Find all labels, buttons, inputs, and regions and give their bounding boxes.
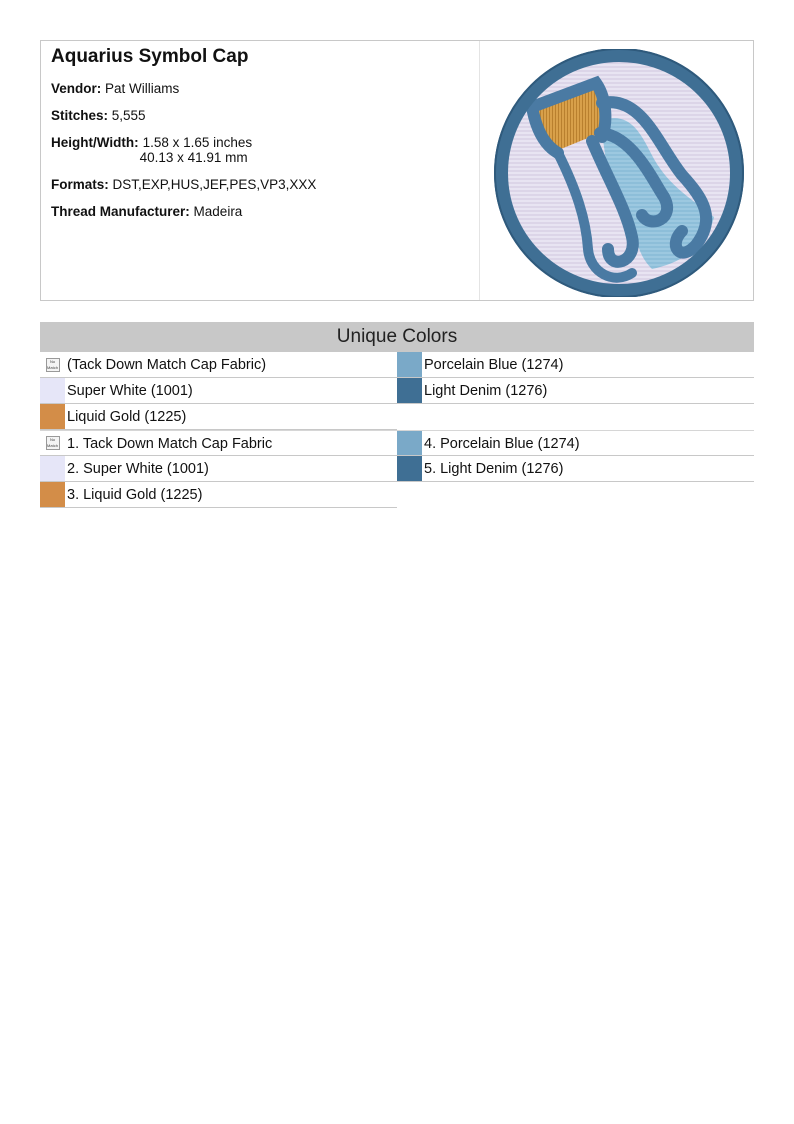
vendor-value: Pat Williams — [105, 81, 180, 96]
color-row — [40, 378, 754, 404]
color-cell — [397, 378, 754, 404]
divider — [479, 41, 480, 300]
sequence-cell — [397, 456, 754, 482]
color-label: (Tack Down Match Cap Fabric) — [67, 357, 267, 373]
color-row — [40, 352, 754, 378]
color-label: Liquid Gold (1225) — [67, 409, 187, 425]
sequence-row — [40, 482, 754, 508]
size-inches: 1.58 x 1.65 inches — [142, 135, 253, 150]
empty-cell — [397, 404, 754, 430]
sequence-cell — [397, 430, 754, 456]
thread-line — [51, 204, 471, 219]
design-info — [51, 45, 471, 231]
color-label: Light Denim (1276) — [424, 383, 548, 399]
vendor-line — [51, 81, 471, 96]
color-swatch — [397, 456, 422, 481]
sequence-label: 5. Light Denim (1276) — [424, 461, 564, 477]
color-cell — [397, 352, 754, 378]
color-swatch — [397, 352, 422, 377]
stitches-line — [51, 108, 471, 123]
unique-colors-section — [40, 322, 754, 508]
sequence-row — [40, 430, 754, 456]
color-cell — [40, 378, 397, 404]
color-swatch — [397, 378, 422, 403]
formats-value: DST,EXP,HUS,JEF,PES,VP3,XXX — [112, 177, 317, 192]
color-cell — [40, 352, 397, 378]
no-match-swatch — [40, 431, 65, 455]
formats-line — [51, 177, 471, 192]
color-swatch — [40, 404, 65, 429]
thread-value: Madeira — [193, 204, 243, 219]
sequence-label: 1. Tack Down Match Cap Fabric — [67, 436, 273, 452]
sequence-cell — [40, 430, 397, 456]
sequence-cell — [40, 482, 397, 508]
sequence-label: 2. Super White (1001) — [67, 461, 209, 477]
thread-label: Thread Manufacturer: — [51, 204, 190, 219]
size-mm: 40.13 x 41.91 mm — [139, 150, 248, 165]
color-swatch — [40, 456, 65, 481]
color-swatch — [40, 378, 65, 403]
stitches-label: Stitches: — [51, 108, 109, 123]
no-match-icon: No Match — [47, 437, 58, 448]
sequence-label: 4. Porcelain Blue (1274) — [424, 436, 580, 452]
color-swatch — [40, 482, 65, 507]
size-label: Height/Width: — [51, 135, 139, 150]
size-line — [51, 135, 471, 165]
sequence-cell — [40, 456, 397, 482]
empty-cell — [397, 482, 754, 508]
color-row — [40, 404, 754, 430]
vendor-label: Vendor: — [51, 81, 102, 96]
formats-label: Formats: — [51, 177, 109, 192]
color-cell — [40, 404, 397, 430]
sequence-label: 3. Liquid Gold (1225) — [67, 487, 203, 503]
color-label: Porcelain Blue (1274) — [424, 357, 564, 373]
design-title: Aquarius Symbol Cap — [51, 46, 249, 67]
sequence-row — [40, 456, 754, 482]
unique-colors-title: Unique Colors — [40, 322, 754, 352]
no-match-swatch — [40, 352, 65, 377]
design-info-box — [40, 40, 754, 301]
stitches-value: 5,555 — [111, 108, 146, 123]
color-label: Super White (1001) — [67, 383, 193, 399]
no-match-icon: No Match — [47, 358, 58, 370]
aquarius-patch-image — [482, 49, 754, 297]
color-swatch — [397, 431, 422, 455]
